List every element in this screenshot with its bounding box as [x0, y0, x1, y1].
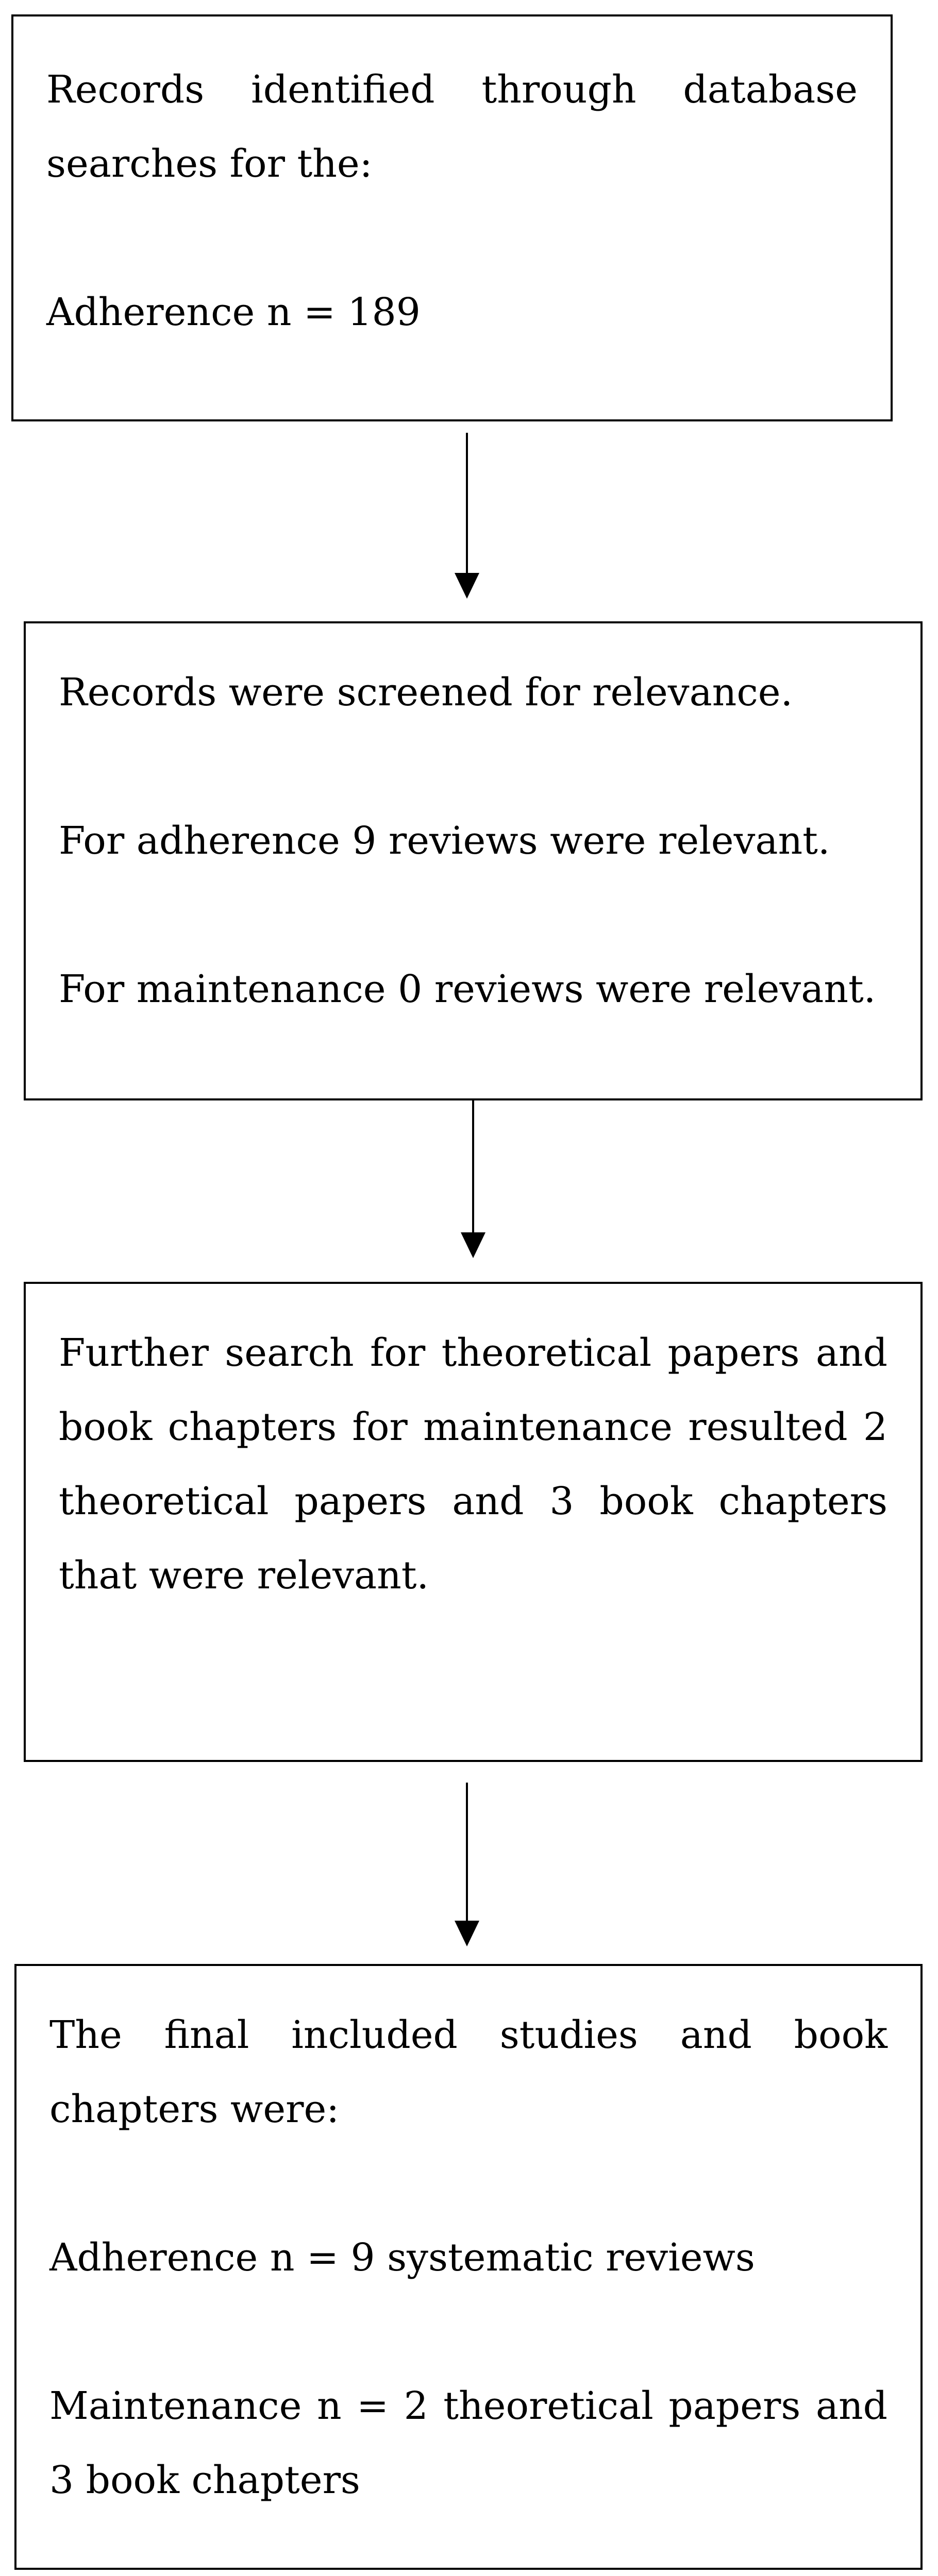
arrow-down-icon [461, 1232, 485, 1258]
box-text: Records identified through database searches for the: [46, 67, 858, 186]
arrow-down-icon [455, 573, 479, 599]
box-text: Further search for theoretical papers and book chapters for maintenance resulted 2 theoretical papers and 3 book chapters that were relevant. [59, 1331, 887, 1598]
arrow-down-icon [455, 1921, 479, 1946]
step-box-final-included [14, 1964, 923, 2570]
box-text: For adherence 9 reviews were relevant. [59, 819, 830, 863]
box-text: Maintenance n = 2 theoretical papers and 3 book chapters [49, 2384, 887, 2502]
spacer [59, 730, 887, 804]
box-text: The final included studies and book chapters were: [49, 2013, 887, 2131]
box-text: For maintenance 0 reviews were relevant. [59, 967, 876, 1011]
spacer [49, 2146, 887, 2221]
flow-arrow-line [466, 1783, 468, 1922]
flow-arrow-line [472, 1100, 474, 1234]
step-box-screening [24, 621, 923, 1100]
box-text: Adherence n = 189 [46, 290, 421, 334]
flow-arrow-line [466, 433, 468, 577]
step-box-identification [11, 14, 893, 421]
spacer [46, 201, 858, 275]
box-text: Records were screened for relevance. [59, 670, 793, 715]
spacer [59, 878, 887, 952]
step-box-further-search [24, 1282, 923, 1762]
box-text: Adherence n = 9 systematic reviews [49, 2235, 755, 2280]
spacer [49, 2295, 887, 2369]
